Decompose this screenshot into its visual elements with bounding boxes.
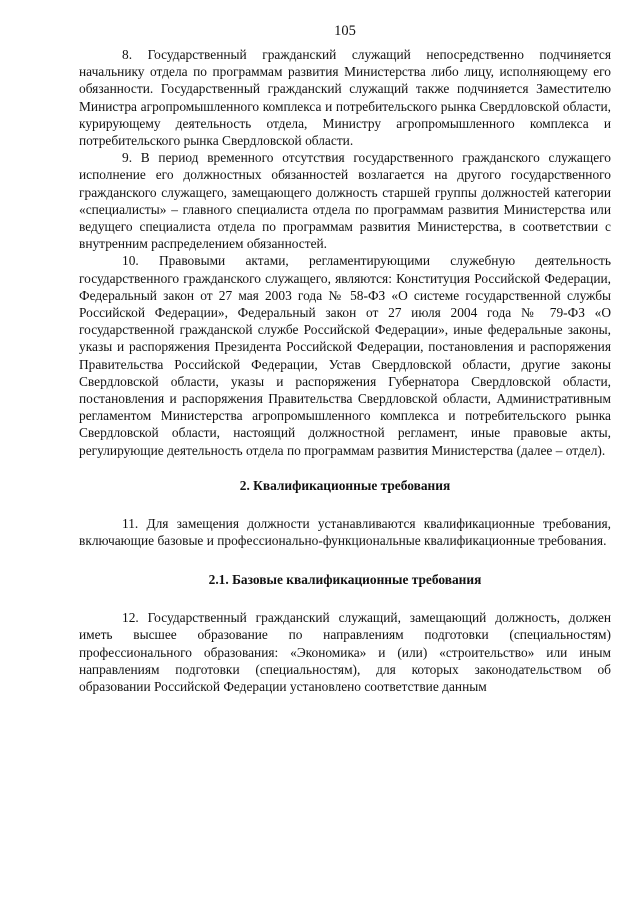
section-heading-basic-requirements: 2.1. Базовые квалификационные требования (208, 572, 482, 588)
paragraph-12: 12. Государственный гражданский служащий, замещающий должность, должен иметь высшее образование по направлениям подготовки (специальностям) профессионального образования: «Экономика» и (или) «строительство» или иным направлениям подготовки (специальностям), для которых законодательством об образовании Российской Федерации установлено соответствие данным (79, 610, 611, 695)
paragraph-8: 8. Государственный гражданский служащий непосредственно подчиняется начальнику отдела по программам развития Министерства либо лицу, исполняющему его обязанности. Государственный гражданский служащий также подчиняется Заместителю Министра агропромышленного комплекса и потребительского рынка Свердловской области, курирующему деятельность отдела, Министру агропромышленного комплекса и потребительского рынка Свердловской области. (79, 47, 611, 149)
paragraph-11: 11. Для замещения должности устанавливаются квалификационные требования, включающие базовые и профессионально-функциональные квалификационные требования. (79, 515, 611, 549)
paragraph-9: 9. В период временного отсутствия государственного гражданского служащего исполнение его должностных обязанностей возлагается на другого государственного гражданского служащего, замещающего должность старшей группы должностей категории «специалисты» – главного специалиста отдела по программам развития Министерства или ведущего специалиста отдела по программам развития Министерства, в соответствии с внутренним распределением обязанностей. (79, 150, 611, 252)
page-number: 105 (334, 23, 356, 39)
paragraph-10: 10. Правовыми актами, регламентирующими служебную деятельность государственного гражданского служащего, являются: Конституция Российской Федерации, Федеральный закон от 27 мая 2003 года № 58-ФЗ «О системе государственной службы Российской Федерации», Федеральный закон от 27 июля 2004 года № 79-ФЗ «О государственной гражданской службе Российской Федерации», иные федеральные законы, указы и распоряжения Президента Российской Федерации, постановления и распоряжения Правительства Российской Федерации, Устав Свердловской области, другие законы Свердловской области, указы и распоряжения Губернатора Свердловской области, постановления и распоряжения Правительства Свердловской области, Административным регламентом Министерства агропромышленного комплекса и потребительского рынка Свердловской области, настоящий должностной регламент, иные правовые акты, регулирующие деятельность отдела по программам развития Министерства (далее – отдел). (79, 253, 611, 458)
document-page (79, 22, 611, 695)
section-heading-qualification-requirements: 2. Квалификационные требования (239, 477, 451, 493)
